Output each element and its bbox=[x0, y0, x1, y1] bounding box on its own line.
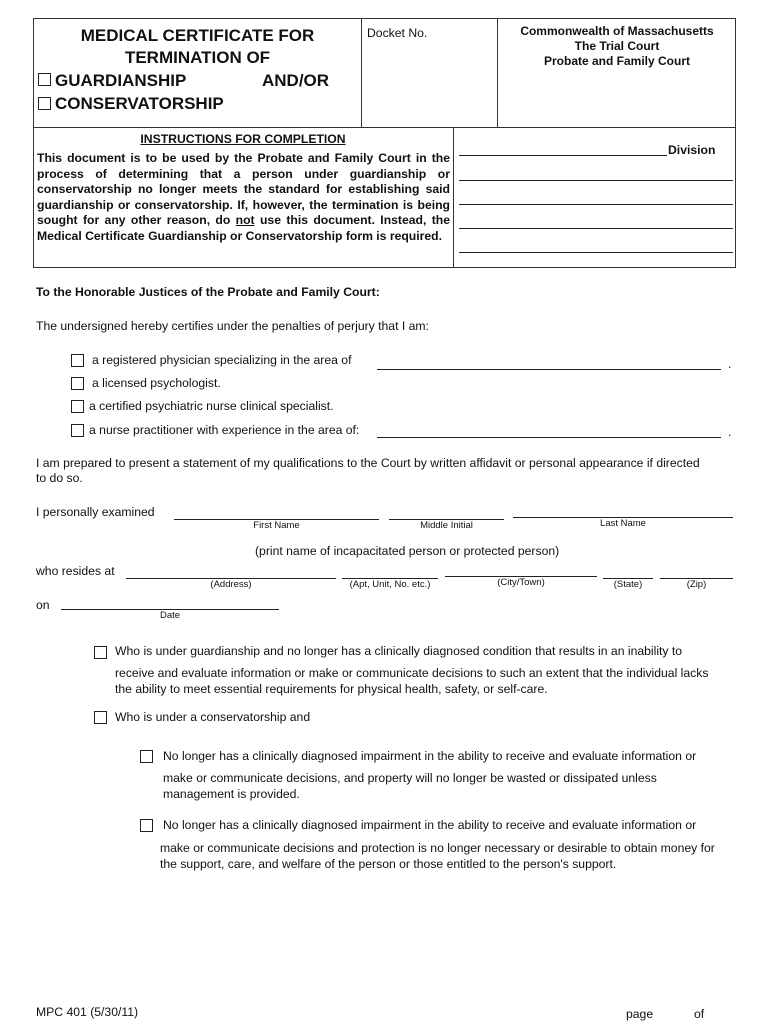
print-name-note: (print name of incapacitated person or protected person) bbox=[255, 544, 560, 558]
form-title-line2: TERMINATION OF bbox=[124, 48, 271, 67]
physician-checkbox[interactable] bbox=[71, 354, 84, 367]
division-line-4[interactable] bbox=[459, 228, 733, 229]
instructions-heading bbox=[37, 132, 449, 146]
guardianship-option-checkbox[interactable] bbox=[94, 646, 107, 659]
division-line-5[interactable] bbox=[459, 252, 733, 253]
salutation: To the Honorable Justices of the Probate and Family Court: bbox=[36, 285, 380, 299]
court-line3: Probate and Family Court bbox=[543, 54, 691, 68]
psychologist-label: a licensed psychologist. bbox=[92, 376, 221, 390]
header-bottom-rule bbox=[33, 127, 736, 128]
docket-number-field[interactable] bbox=[365, 45, 493, 123]
instructions-heading-text: INSTRUCTIONS FOR COMPLETION bbox=[140, 132, 346, 146]
conservatorship-sub1-line2: make or communicate decisions, and property will no longer be wasted or dissipated unless bbox=[163, 771, 657, 785]
physician-label: a registered physician specializing in the area of bbox=[92, 353, 352, 367]
qualifications-line2: to do so. bbox=[36, 471, 83, 485]
conservatorship-option-checkbox[interactable] bbox=[94, 711, 107, 724]
apt-caption: (Apt, Unit, No. etc.) bbox=[349, 579, 431, 590]
date-caption: Date bbox=[159, 610, 181, 621]
header-divider-1 bbox=[361, 18, 362, 127]
conservatorship-checkbox[interactable] bbox=[38, 97, 51, 110]
certifies-statement: The undersigned hereby certifies under the penalties of perjury that I am: bbox=[36, 319, 429, 333]
division-line-2[interactable] bbox=[459, 180, 733, 181]
zip-caption: (Zip) bbox=[686, 579, 707, 590]
nurse-practitioner-label: a nurse practitioner with experience in the area of: bbox=[89, 423, 360, 437]
division-label: Division bbox=[668, 143, 716, 157]
court-line2: The Trial Court bbox=[574, 39, 660, 53]
on-label: on bbox=[36, 598, 50, 612]
middle-initial-caption: Middle Initial bbox=[420, 520, 473, 531]
nurse-specialist-checkbox[interactable] bbox=[71, 400, 84, 413]
guardianship-option-line3: the ability to meet essential requirements for physical health, safety, or self-care. bbox=[115, 682, 548, 696]
nurse-practitioner-checkbox[interactable] bbox=[71, 424, 84, 437]
form-id: MPC 401 (5/30/11) bbox=[36, 1005, 139, 1019]
conservatorship-sub1-checkbox[interactable] bbox=[140, 750, 153, 763]
psychologist-checkbox[interactable] bbox=[71, 377, 84, 390]
header-divider-2 bbox=[497, 18, 498, 127]
examined-label: I personally examined bbox=[36, 505, 155, 519]
instructions-not-word: not bbox=[235, 213, 255, 227]
andor-label: AND/OR bbox=[262, 71, 330, 90]
guardianship-option-line1: Who is under guardianship and no longer has a clinically diagnosed condition that results in an inability to bbox=[115, 644, 683, 658]
conservatorship-option-label: Who is under a conservatorship and bbox=[115, 710, 311, 724]
address-caption: (Address) bbox=[210, 579, 252, 590]
guardianship-checkbox[interactable] bbox=[38, 73, 51, 86]
conservatorship-sub1-line3: management is provided. bbox=[163, 787, 300, 801]
docket-label: Docket No. bbox=[367, 26, 428, 40]
instructions-divider bbox=[453, 127, 454, 268]
qualifications-line1: I am prepared to present a statement of my qualifications to the Court by written affidavit or personal appearance if directed bbox=[36, 456, 700, 470]
conservatorship-sub2-line1: No longer has a clinically diagnosed impairment in the ability to receive and evaluate information or bbox=[163, 818, 697, 832]
conservatorship-sub2-checkbox[interactable] bbox=[140, 819, 153, 832]
instructions-part2: use this document. Instead, the Medical Certificate Guardianship or Conservatorship form is required. bbox=[37, 213, 450, 243]
nurse-practitioner-area-line[interactable] bbox=[377, 437, 721, 438]
conservatorship-sub2-line3: the support, care, and welfare of the person or those entitled to the person's support. bbox=[160, 857, 617, 871]
resides-label: who resides at bbox=[36, 564, 115, 578]
first-name-caption: First Name bbox=[253, 520, 300, 531]
nurse-practitioner-period: . bbox=[728, 425, 732, 439]
city-caption: (City/Town) bbox=[497, 577, 545, 588]
court-line1: Commonwealth of Massachusetts bbox=[520, 24, 714, 38]
division-line-3[interactable] bbox=[459, 204, 733, 205]
physician-period: . bbox=[728, 357, 732, 371]
division-name-line[interactable] bbox=[459, 155, 667, 156]
state-caption: (State) bbox=[613, 579, 643, 590]
instructions-body bbox=[37, 151, 450, 244]
conservatorship-label: CONSERVATORSHIP bbox=[55, 94, 224, 113]
last-name-caption: Last Name bbox=[600, 518, 646, 529]
of-label: of bbox=[694, 1007, 705, 1021]
conservatorship-sub2-line2: make or communicate decisions and protection is no longer necessary or desirable to obtain money for bbox=[160, 841, 715, 855]
instructions-part1: This document is to be used by the Probate and Family Court in the process of determining that a person under guardianship or conservatorship no longer meets the standard for establishing said guardianship or conservatorship. If, however, the termination is being sought for any other reason, do bbox=[37, 151, 450, 227]
physician-specialty-line[interactable] bbox=[377, 369, 721, 370]
guardianship-option-line2: receive and evaluate information or make or communicate decisions to such an extent that the individual lacks bbox=[115, 666, 709, 680]
form-title-line1: MEDICAL CERTIFICATE FOR bbox=[80, 26, 315, 45]
conservatorship-sub1-line1: No longer has a clinically diagnosed impairment in the ability to receive and evaluate information or bbox=[163, 749, 697, 763]
nurse-specialist-label: a certified psychiatric nurse clinical specialist. bbox=[89, 399, 334, 413]
page-label: page bbox=[626, 1007, 654, 1021]
guardianship-label: GUARDIANSHIP bbox=[55, 71, 187, 90]
